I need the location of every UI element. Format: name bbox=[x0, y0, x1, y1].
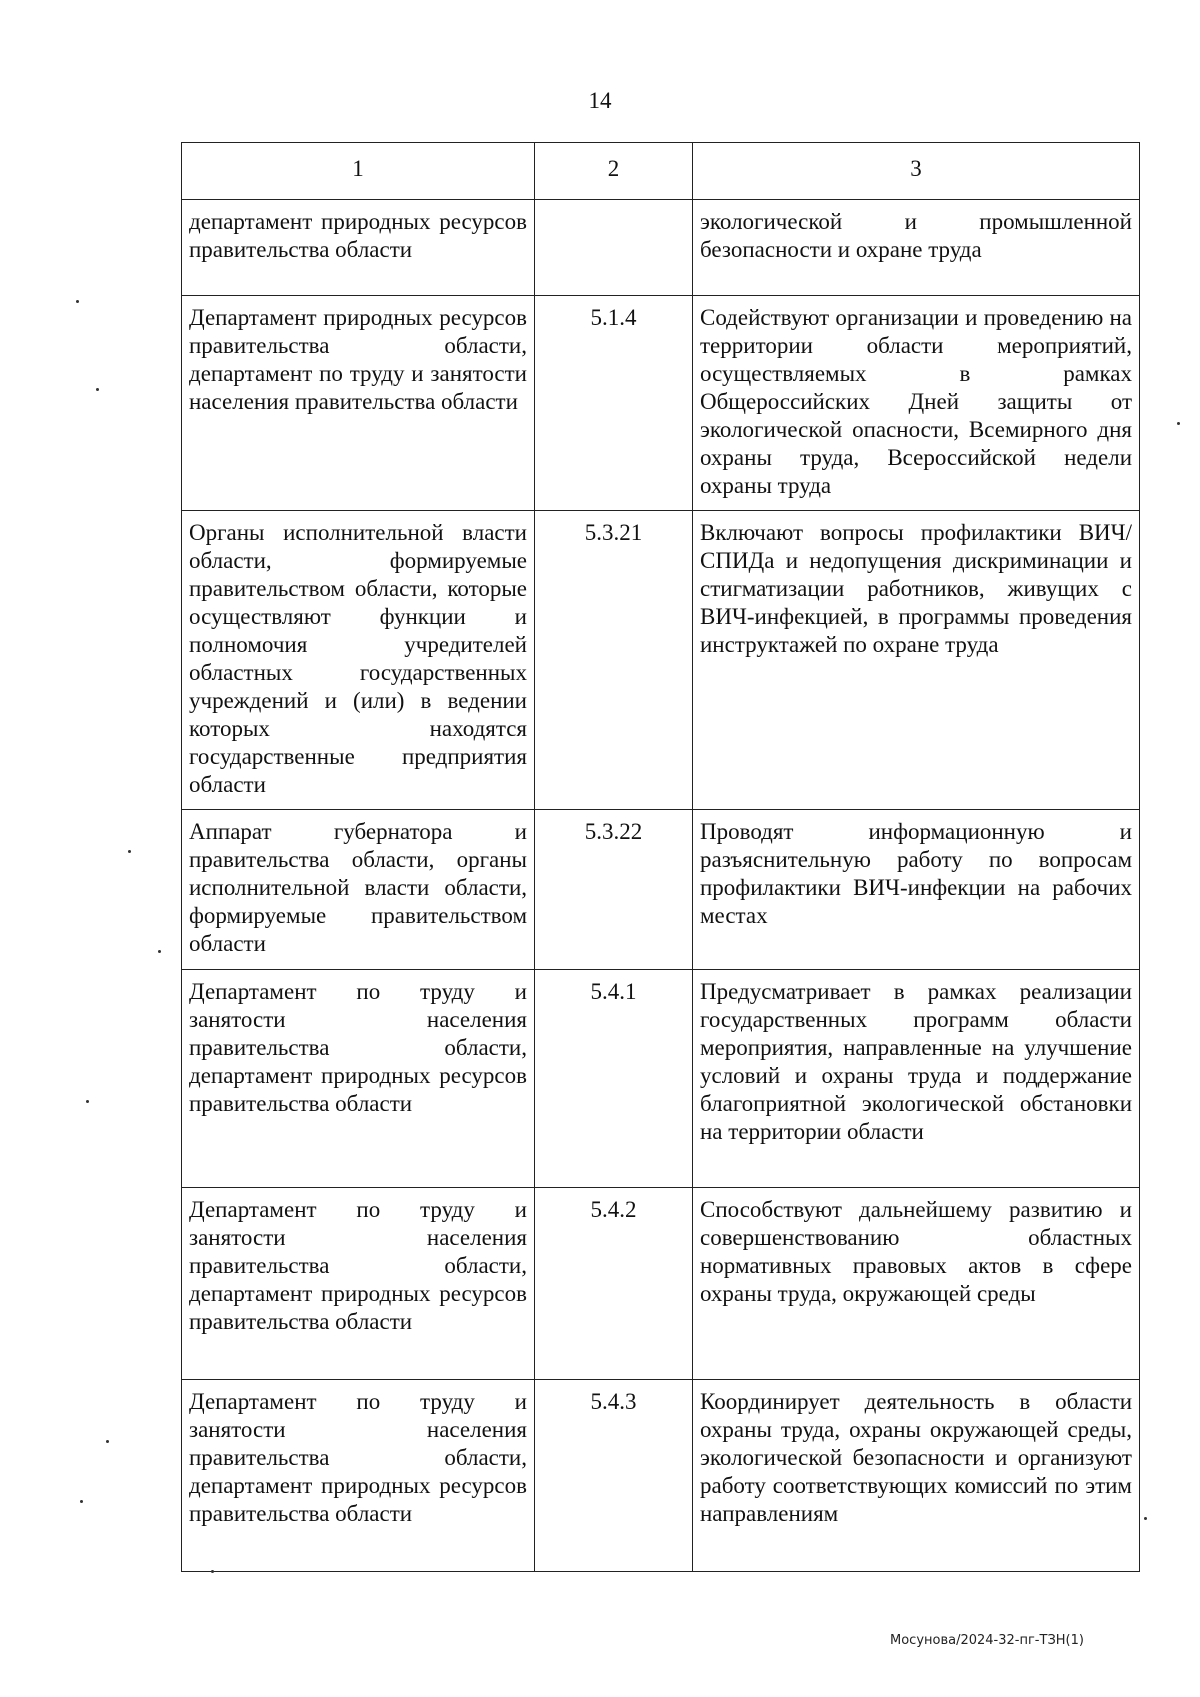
table-row bbox=[182, 810, 1140, 970]
table-row bbox=[182, 1188, 1140, 1380]
table-header-row bbox=[182, 143, 1140, 200]
scan-speck bbox=[128, 850, 131, 853]
action-cell: Проводят информационную и разъяснительную работу по вопросам профилактики ВИЧ-инфекции на рабочих местах bbox=[693, 810, 1140, 970]
action-cell: Способствуют дальнейшему развитию и совершенствованию областных нормативных правовых актов в сфере охраны труда, окружающей среды bbox=[693, 1188, 1140, 1380]
scan-speck bbox=[211, 1570, 214, 1573]
action-cell: Предусматривает в рамках реализации государственных программ области мероприятия, направленные на улучшение условий и охраны труда и поддержание благоприятной экологической обстановки на территории области bbox=[693, 970, 1140, 1188]
header-col-3: 3 bbox=[693, 143, 1140, 200]
item-number-cell: 5.4.3 bbox=[535, 1380, 693, 1572]
item-number-cell: 5.3.22 bbox=[535, 810, 693, 970]
table-row bbox=[182, 200, 1140, 296]
scan-speck bbox=[158, 950, 161, 953]
scan-speck bbox=[1177, 422, 1180, 425]
executor-cell: департамент природных ресурсов правительства области bbox=[182, 200, 535, 296]
item-number-cell: 5.4.1 bbox=[535, 970, 693, 1188]
page-number: 14 bbox=[588, 88, 612, 113]
executor-cell: Департамент природных ресурсов правительства области, департамент по труду и занятости населения правительства области bbox=[182, 296, 535, 511]
table-row bbox=[182, 296, 1140, 511]
executor-cell: Департамент по труду и занятости населения правительства области, департамент природных ресурсов правительства области bbox=[182, 1188, 535, 1380]
table-row bbox=[182, 970, 1140, 1188]
item-number-cell: 5.4.2 bbox=[535, 1188, 693, 1380]
action-cell: Включают вопросы профилактики ВИЧ/СПИДа и недопущения дискриминации и стигматизации работников, живущих с ВИЧ-инфекцией, в программы проведения инструктажей по охране труда bbox=[693, 511, 1140, 810]
header-col-2: 2 bbox=[535, 143, 693, 200]
executor-cell: Департамент по труду и занятости населения правительства области, департамент природных ресурсов правительства области bbox=[182, 970, 535, 1188]
scan-speck bbox=[76, 300, 79, 303]
scan-speck bbox=[80, 1500, 83, 1503]
action-cell: экологической и промышленной безопасности и охране труда bbox=[693, 200, 1140, 296]
executor-cell: Департамент по труду и занятости населения правительства области, департамент природных ресурсов правительства области bbox=[182, 1380, 535, 1572]
scan-speck bbox=[1144, 1517, 1147, 1520]
table-row bbox=[182, 511, 1140, 810]
document-table bbox=[181, 142, 1140, 1572]
action-cell: Координирует деятельность в области охраны труда, охраны окружающей среды, экологической безопасности и организуют работу соответствующих комиссий по этим направлениям bbox=[693, 1380, 1140, 1572]
item-number-cell: 5.3.21 bbox=[535, 511, 693, 810]
footer-document-code: Мосунова/2024-32-пг-ТЗН(1) bbox=[890, 1633, 1084, 1648]
header-col-1: 1 bbox=[182, 143, 535, 200]
item-number-cell bbox=[535, 200, 693, 296]
scan-speck bbox=[96, 388, 99, 391]
action-cell: Содействуют организации и проведению на территории области мероприятий, осуществляемых в рамках Общероссийских Дней защиты от экологической опасности, Всемирного дня охраны труда, Всероссийской недели охраны труда bbox=[693, 296, 1140, 511]
table-row bbox=[182, 1380, 1140, 1572]
scan-speck bbox=[106, 1440, 109, 1443]
executor-cell: Аппарат губернатора и правительства области, органы исполнительной власти области, формируемые правительством области bbox=[182, 810, 535, 970]
item-number-cell: 5.1.4 bbox=[535, 296, 693, 511]
scan-speck bbox=[86, 1100, 89, 1103]
executor-cell: Органы исполнительной власти области, формируемые правительством области, которые осуществляют функции и полномочия учредителей областных государственных учреждений и (или) в ведении которых находятся государственные предприятия области bbox=[182, 511, 535, 810]
